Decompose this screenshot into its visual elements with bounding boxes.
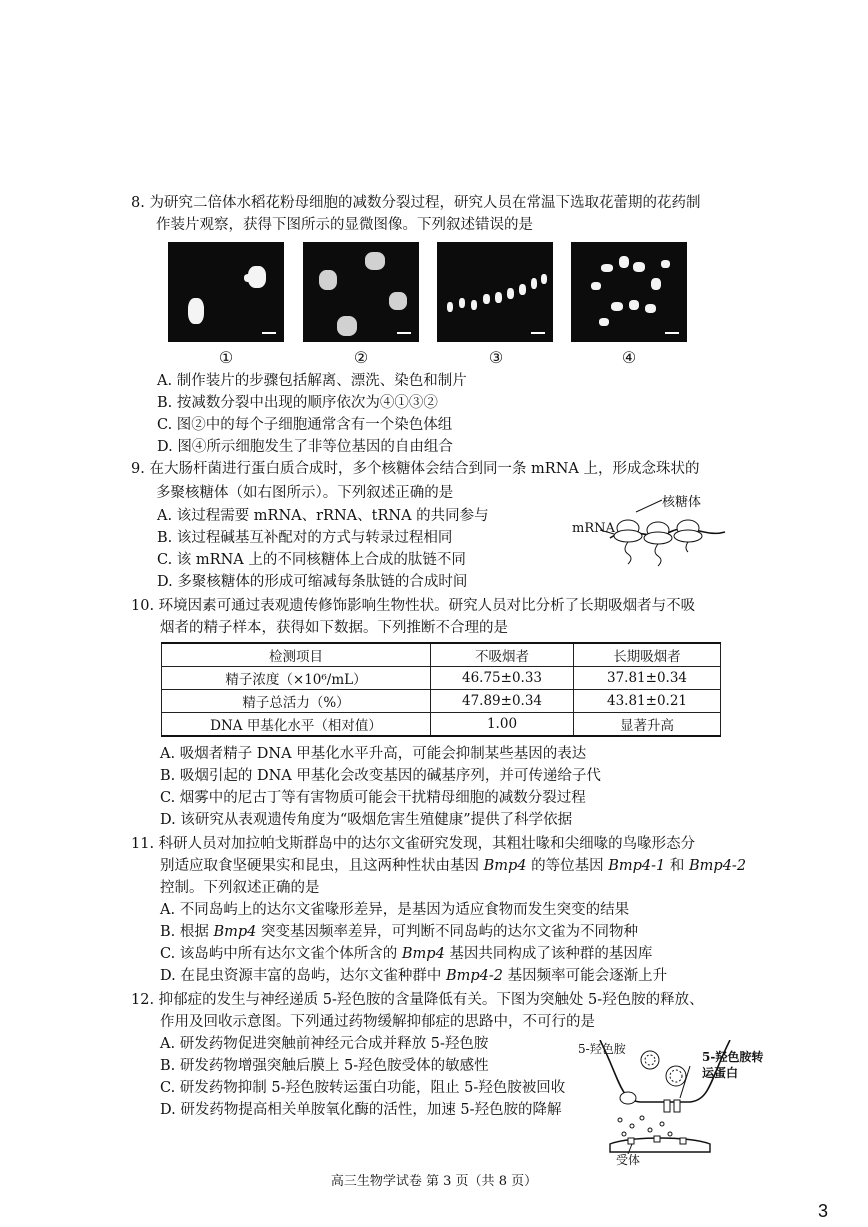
q8-option-c: C. 图②中的每个子细胞通常含有一个染色体组 xyxy=(157,417,453,433)
table-cell: 43.81±0.21 xyxy=(574,690,721,713)
gene-name: Bmp4 xyxy=(483,858,527,874)
table-header: 不吸烟者 xyxy=(431,643,574,667)
table-cell: DNA 甲基化水平（相对值） xyxy=(162,713,431,737)
gene-name: Bmp4 xyxy=(213,924,257,940)
allele-name: Bmp4-1 xyxy=(608,858,666,874)
receptor-label: 受体 xyxy=(616,1153,641,1167)
q10-stem-line1: 10. 环境因素可通过表观遗传修饰影响生物性状。研究人员对比分析了长期吸烟者与不吸 xyxy=(131,598,696,614)
table-cell: 精子总活力（%） xyxy=(162,690,431,713)
micrograph-label-4: ④ xyxy=(621,348,637,367)
q12-stem-line1: 12. 抑郁症的发生与神经递质 5-羟色胺的含量降低有关。下图为突触处 5-羟色胺的释放、 xyxy=(131,992,704,1008)
q11-stem-text: 和 xyxy=(665,858,690,874)
allele-name: Bmp4-2 xyxy=(445,968,503,984)
gene-name: Bmp4 xyxy=(401,946,445,962)
q11-option-c xyxy=(160,944,652,964)
q11-option-d xyxy=(160,966,667,986)
q11-option-text: 突变基因频率差异，可判断不同岛屿的达尔文雀为不同物种 xyxy=(256,924,639,940)
page-footer: 高三生物学试卷 第 3 页（共 8 页） xyxy=(330,1174,538,1189)
table-cell: 显著升高 xyxy=(574,713,721,737)
q11-option-a: A. 不同岛屿上的达尔文雀喙形差异，是基因为适应食物而发生突变的结果 xyxy=(160,902,630,918)
q10-option-a: A. 吸烟者精子 DNA 甲基化水平升高，可能会抑制某些基因的表达 xyxy=(160,746,587,762)
q11-option-text: D. 在昆虫资源丰富的岛屿，达尔文雀种群中 xyxy=(160,968,446,984)
q9-option-c: C. 该 mRNA 上的不同核糖体上合成的肽链不同 xyxy=(157,552,466,568)
q12-stem-line2: 作用及回收示意图。下列通过药物缓解抑郁症的思路中，不可行的是 xyxy=(160,1014,595,1030)
micrograph-4 xyxy=(571,242,687,342)
q11-option-text: B. 根据 xyxy=(160,924,214,940)
q11-stem-text: 的等位基因 xyxy=(526,858,609,874)
q11-option-b xyxy=(160,922,638,942)
table-cell: 46.75±0.33 xyxy=(431,667,574,690)
q10-option-d: D. 该研究从表观遗传角度为“吸烟危害生殖健康”提供了科学依据 xyxy=(160,812,573,828)
table-header-row xyxy=(162,643,721,667)
q9-stem-line2: 多聚核糖体（如右图所示）。下列叙述正确的是 xyxy=(156,485,454,501)
micrograph-label-1: ① xyxy=(218,348,234,367)
q8-stem-line2: 作装片观察，获得下图所示的显微图像。下列叙述错误的是 xyxy=(156,217,533,233)
q11-option-text: C. 该岛屿中所有达尔文雀个体所含的 xyxy=(160,946,402,962)
micrograph-label-2: ② xyxy=(353,348,369,367)
micrograph-1 xyxy=(168,242,284,342)
q11-stem-line2 xyxy=(160,856,746,876)
allele-name: Bmp4-2 xyxy=(689,858,747,874)
q10-stem-line2: 烟者的精子样本，获得如下数据。下列推断不合理的是 xyxy=(160,620,508,636)
q8-stem-line1: 8. 为研究二倍体水稻花粉母细胞的减数分裂过程，研究人员在常温下选取花蕾期的花药制 xyxy=(131,195,701,211)
table-cell: 37.81±0.34 xyxy=(574,667,721,690)
q9-option-a: A. 该过程需要 mRNA、rRNA、tRNA 的共同参与 xyxy=(157,508,489,524)
q11-stem-line3: 控制。下列叙述正确的是 xyxy=(160,880,320,896)
transporter-label-line2: 运蛋白 xyxy=(702,1066,739,1080)
table-cell: 1.00 xyxy=(431,713,574,737)
q8-option-d: D. 图④所示细胞发生了非等位基因的自由组合 xyxy=(157,439,453,455)
table-row xyxy=(162,667,721,690)
table-header: 长期吸烟者 xyxy=(574,643,721,667)
table-row xyxy=(162,690,721,713)
mrna-label: mRNA xyxy=(572,521,615,536)
page-number: 3 xyxy=(818,1201,829,1221)
q11-option-text: 基因共同构成了该种群的基因库 xyxy=(444,946,653,962)
table-cell: 47.89±0.34 xyxy=(431,690,574,713)
q11-option-text: 基因频率可能会逐渐上升 xyxy=(502,968,668,984)
q12-option-c: C. 研发药物抑制 5-羟色胺转运蛋白功能，阻止 5-羟色胺被回收 xyxy=(160,1080,566,1096)
q10-option-b: B. 吸烟引起的 DNA 甲基化会改变基因的碱基序列，并可传递给子代 xyxy=(160,768,601,784)
q9-option-b: B. 该过程碱基互补配对的方式与转录过程相同 xyxy=(157,530,453,546)
table-cell: 精子浓度（×10⁶/mL） xyxy=(162,667,431,690)
q12-option-d: D. 研发药物提高相关单胺氧化酶的活性，加速 5-羟色胺的降解 xyxy=(160,1102,562,1118)
table-header: 检测项目 xyxy=(162,643,431,667)
q8-option-a: A. 制作装片的步骤包括解离、漂洗、染色和制片 xyxy=(157,373,467,389)
serotonin-label: 5-羟色胺 xyxy=(578,1042,626,1056)
q11-stem-line1: 11. 科研人员对加拉帕戈斯群岛中的达尔文雀研究发现，其粗壮喙和尖细喙的鸟喙形态分 xyxy=(131,836,696,852)
micrograph-2 xyxy=(303,242,419,342)
table-row xyxy=(162,713,721,737)
q8-option-b: B. 按减数分裂中出现的顺序依次为④①③② xyxy=(157,395,438,411)
q10-option-c: C. 烟雾中的尼古丁等有害物质可能会干扰精母细胞的减数分裂过程 xyxy=(160,790,586,806)
q11-stem-text: 别适应取食坚硬果实和昆虫，且这两种性状由基因 xyxy=(160,858,484,874)
sperm-data-table xyxy=(161,642,721,737)
q12-option-a: A. 研发药物促进突触前神经元合成并释放 5-羟色胺 xyxy=(160,1036,489,1052)
transporter-label-line1: 5-羟色胺转 xyxy=(702,1050,764,1064)
q9-stem-line1: 9. 在大肠杆菌进行蛋白质合成时，多个核糖体会结合到同一条 mRNA 上，形成念珠状的 xyxy=(131,461,700,477)
micrograph-label-3: ③ xyxy=(488,348,504,367)
q12-option-b: B. 研发药物增强突触后膜上 5-羟色胺受体的敏感性 xyxy=(160,1058,489,1074)
micrograph-3 xyxy=(437,242,553,342)
ribosome-label: 核糖体 xyxy=(662,495,702,510)
q9-option-d: D. 多聚核糖体的形成可缩减每条肽链的合成时间 xyxy=(157,574,468,590)
